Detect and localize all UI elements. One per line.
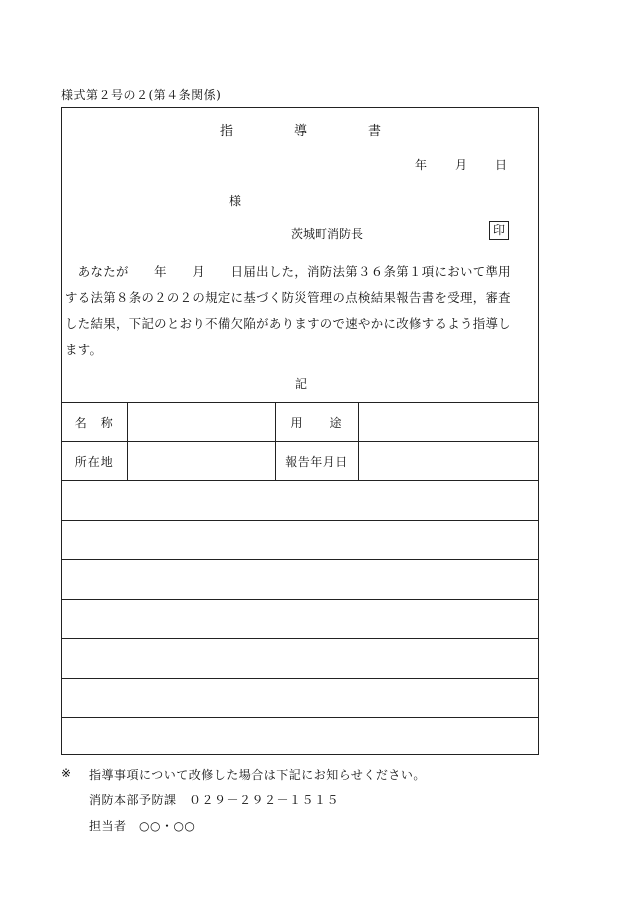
contact-department: 消防本部予防課 ０２９－２９２－１５１５ (89, 793, 340, 807)
date-year-label: 年 (415, 158, 428, 172)
ki-label: 記 (295, 377, 308, 391)
body-text (62, 259, 538, 363)
use-label: 用 途 (275, 403, 358, 442)
contact-person: 担当者 ○○・○○ (89, 819, 196, 833)
title-char-2: 導 (294, 124, 308, 139)
addressee-suffix: 様 (229, 194, 242, 208)
table-row (62, 678, 538, 718)
title-char-3: 書 (368, 124, 382, 139)
blank-row-6 (62, 678, 538, 718)
form-number-label: 様式第２号の２(第４条関係) (61, 88, 222, 102)
detail-table (62, 402, 538, 754)
name-value (127, 403, 275, 442)
date-month-label: 月 (455, 158, 468, 172)
table-row (62, 442, 538, 481)
table-row (62, 639, 538, 679)
blank-row-2 (62, 520, 538, 560)
table-row (62, 599, 538, 639)
note-text: 指導事項について改修した場合は下記にお知らせください。 (89, 768, 426, 782)
use-value (358, 403, 538, 442)
blank-row-5 (62, 639, 538, 679)
title-char-1: 指 (220, 124, 234, 139)
blank-row-3 (62, 560, 538, 600)
blank-row-4 (62, 599, 538, 639)
address-value (127, 442, 275, 481)
date-day-label: 日 (495, 158, 508, 172)
note-mark: ※ (61, 766, 72, 780)
body-line-4: ます。 (65, 342, 103, 357)
table-row (62, 520, 538, 560)
blank-row-7 (62, 718, 538, 755)
name-label: 名 称 (62, 403, 127, 442)
report-date-value (358, 442, 538, 481)
body-line-1: あなたが 年 月 日届出した，消防法第３６条第１項において準用 (65, 264, 511, 279)
blank-row-1 (62, 481, 538, 521)
table-row (62, 718, 538, 755)
issuer-name: 茨城町消防長 (291, 227, 364, 241)
seal-mark: 印 (489, 221, 509, 240)
address-label: 所在地 (62, 442, 127, 481)
body-line-3: した結果，下記のとおり不備欠陥がありますので速やかに改修するよう指導し (65, 316, 511, 331)
table-row (62, 481, 538, 521)
report-date-label: 報告年月日 (275, 442, 358, 481)
table-row (62, 403, 538, 442)
body-line-2: する法第８条の２の２の規定に基づく防災管理の点検結果報告書を受理，審査 (65, 290, 511, 305)
table-row (62, 560, 538, 600)
guidance-document-frame (61, 107, 539, 755)
